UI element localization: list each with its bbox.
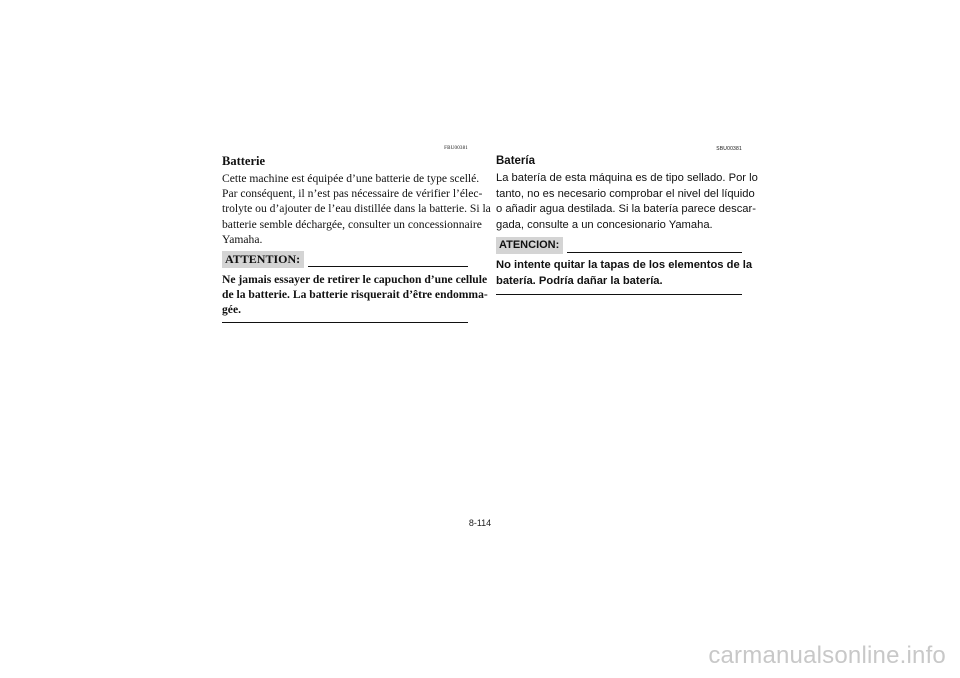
body-line: trolyte ou d’ajouter de l’eau distillée dans la batterie. Si la — [222, 202, 491, 216]
warning-line: batería. Podría dañar la batería. — [496, 274, 663, 287]
body-line: Cette machine est équipée d’une batterie de type scellé. — [222, 172, 480, 185]
warning-line: Ne jamais essayer de retirer le capuchon d’une cellule — [222, 273, 488, 287]
page-number: 8-114 — [468, 518, 492, 528]
section-body — [222, 171, 491, 247]
body-line: o añadir agua destilada. Si la batería parece descar- — [496, 203, 756, 216]
warning-header — [222, 251, 468, 268]
body-line: batterie semble déchargée, consulter un concessionnaire — [222, 217, 482, 231]
body-line: La batería de esta máquina es de tipo sellado. Por lo — [496, 172, 758, 184]
warning-text — [222, 272, 488, 323]
body-line: Par conséquent, il n’est pas nécessaire de vérifier l’élec- — [222, 187, 483, 201]
section-code: FBU00381 — [444, 146, 468, 151]
warning-rule — [308, 266, 468, 267]
body-line: tanto, no es necesario comprobar el nivel del líquido — [496, 187, 755, 200]
section-title: Batería — [496, 155, 535, 167]
section-code: SBU00381 — [716, 146, 742, 152]
warning-rule — [567, 252, 742, 253]
spanish-column — [496, 146, 758, 295]
warning-label: ATTENTION: — [222, 251, 304, 268]
french-column — [222, 146, 491, 323]
warning-line: No intente quitar la tapas de los elementos de la — [496, 259, 753, 272]
body-line: gada, consulte a un concesionario Yamaha. — [496, 218, 713, 231]
warning-label: ATENCION: — [496, 237, 563, 254]
warning-text — [496, 258, 753, 294]
section-title: Batterie — [222, 154, 266, 168]
watermark: carmanualsonline.info — [708, 642, 946, 669]
warning-line: de la batterie. La batterie risquerait d’être endomma- — [222, 288, 488, 302]
body-line: Yamaha. — [222, 232, 263, 246]
warning-header — [496, 237, 742, 254]
warning-line: gée. — [222, 303, 241, 317]
section-body — [496, 171, 758, 233]
